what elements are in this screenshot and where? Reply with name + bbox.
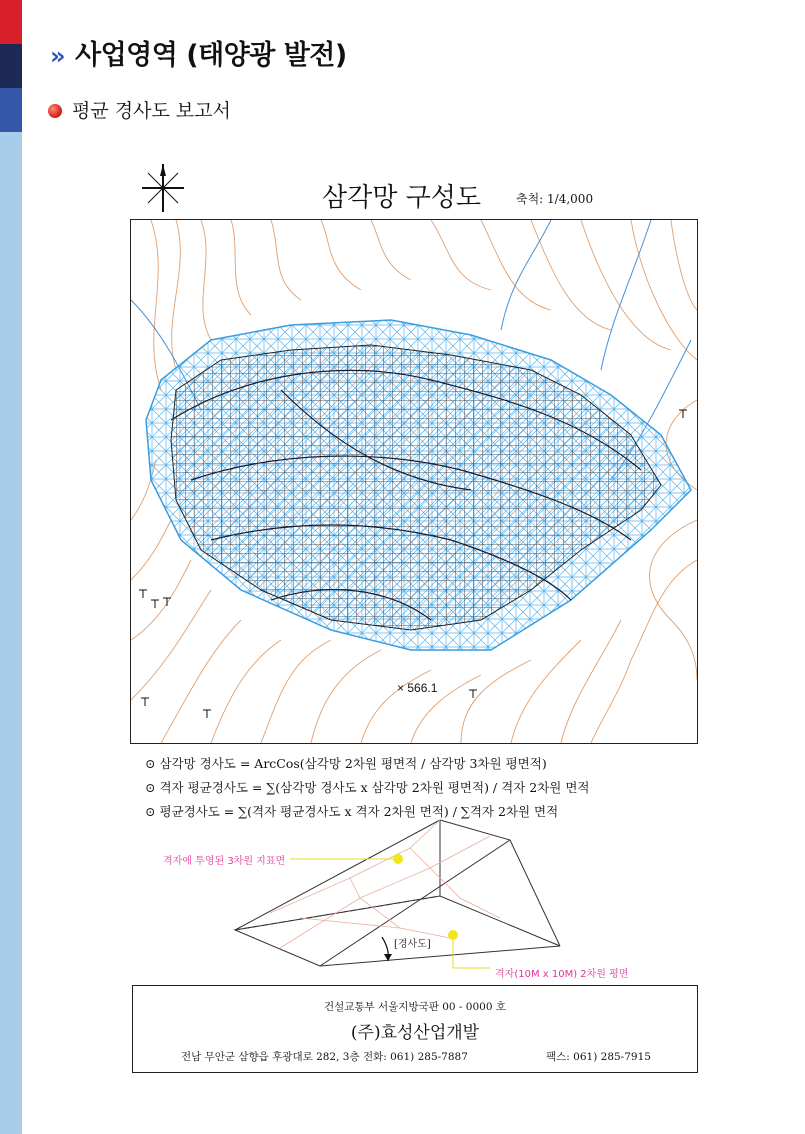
map-drawing — [131, 220, 697, 743]
north-compass-icon — [140, 162, 186, 214]
section-subtitle-text: 평균 경사도 보고서 — [72, 100, 231, 122]
sidebar-blue-block — [0, 88, 22, 132]
address-text: 전남 무안군 삼향읍 후광대로 282, 3층 전화: 061) 285-7887 — [181, 1051, 468, 1063]
fax-text: 팩스: 061) 285-7915 — [546, 1051, 651, 1063]
sidebar-stripe — [0, 0, 22, 1134]
company-name: (주)효성산업개발 — [350, 1023, 480, 1043]
section-subtitle — [48, 96, 231, 123]
double-chevron-icon: » — [50, 42, 66, 70]
company-info-box — [132, 985, 698, 1073]
map-title: 삼각망 구성도 — [322, 183, 481, 213]
page-title — [50, 33, 347, 72]
triangulation-map — [130, 219, 698, 744]
map-scale: 축척: 1/4,000 — [516, 192, 594, 206]
formula-grid-slope: ⊙ 격자 평균경사도 = ∑(삼각망 경사도 x 삼각망 2차원 평면적) / 격자 2차원 면적 — [145, 780, 590, 795]
formula-average-slope: ⊙ 평균경사도 = ∑(격자 평균경사도 x 격자 2차원 면적) / ∑격자 2차원 면적 — [145, 804, 559, 819]
registration-text: 건설교통부 서울지방국판 00 - 0000 호 — [323, 1001, 507, 1013]
sidebar-red-block — [0, 0, 22, 44]
plane-label: 격자(10M x 10M) 2차원 평면 — [495, 969, 629, 980]
red-bullet-icon — [48, 104, 62, 118]
surface-label: 격자에 투영된 3차원 지표면 — [163, 856, 286, 867]
formula-triangle-slope: ⊙ 삼각망 경사도 = ArcCos(삼각망 2차원 평면적 / 삼각망 3차원 평면적) — [145, 756, 547, 771]
sidebar-navy-block — [0, 44, 22, 88]
page-title-text: 사업영역 (태양광 발전) — [75, 40, 347, 71]
slope-diagram — [150, 818, 670, 983]
spot-elevation-label: × 566.1 — [397, 681, 438, 695]
slope-label: [경사도] — [394, 939, 431, 950]
